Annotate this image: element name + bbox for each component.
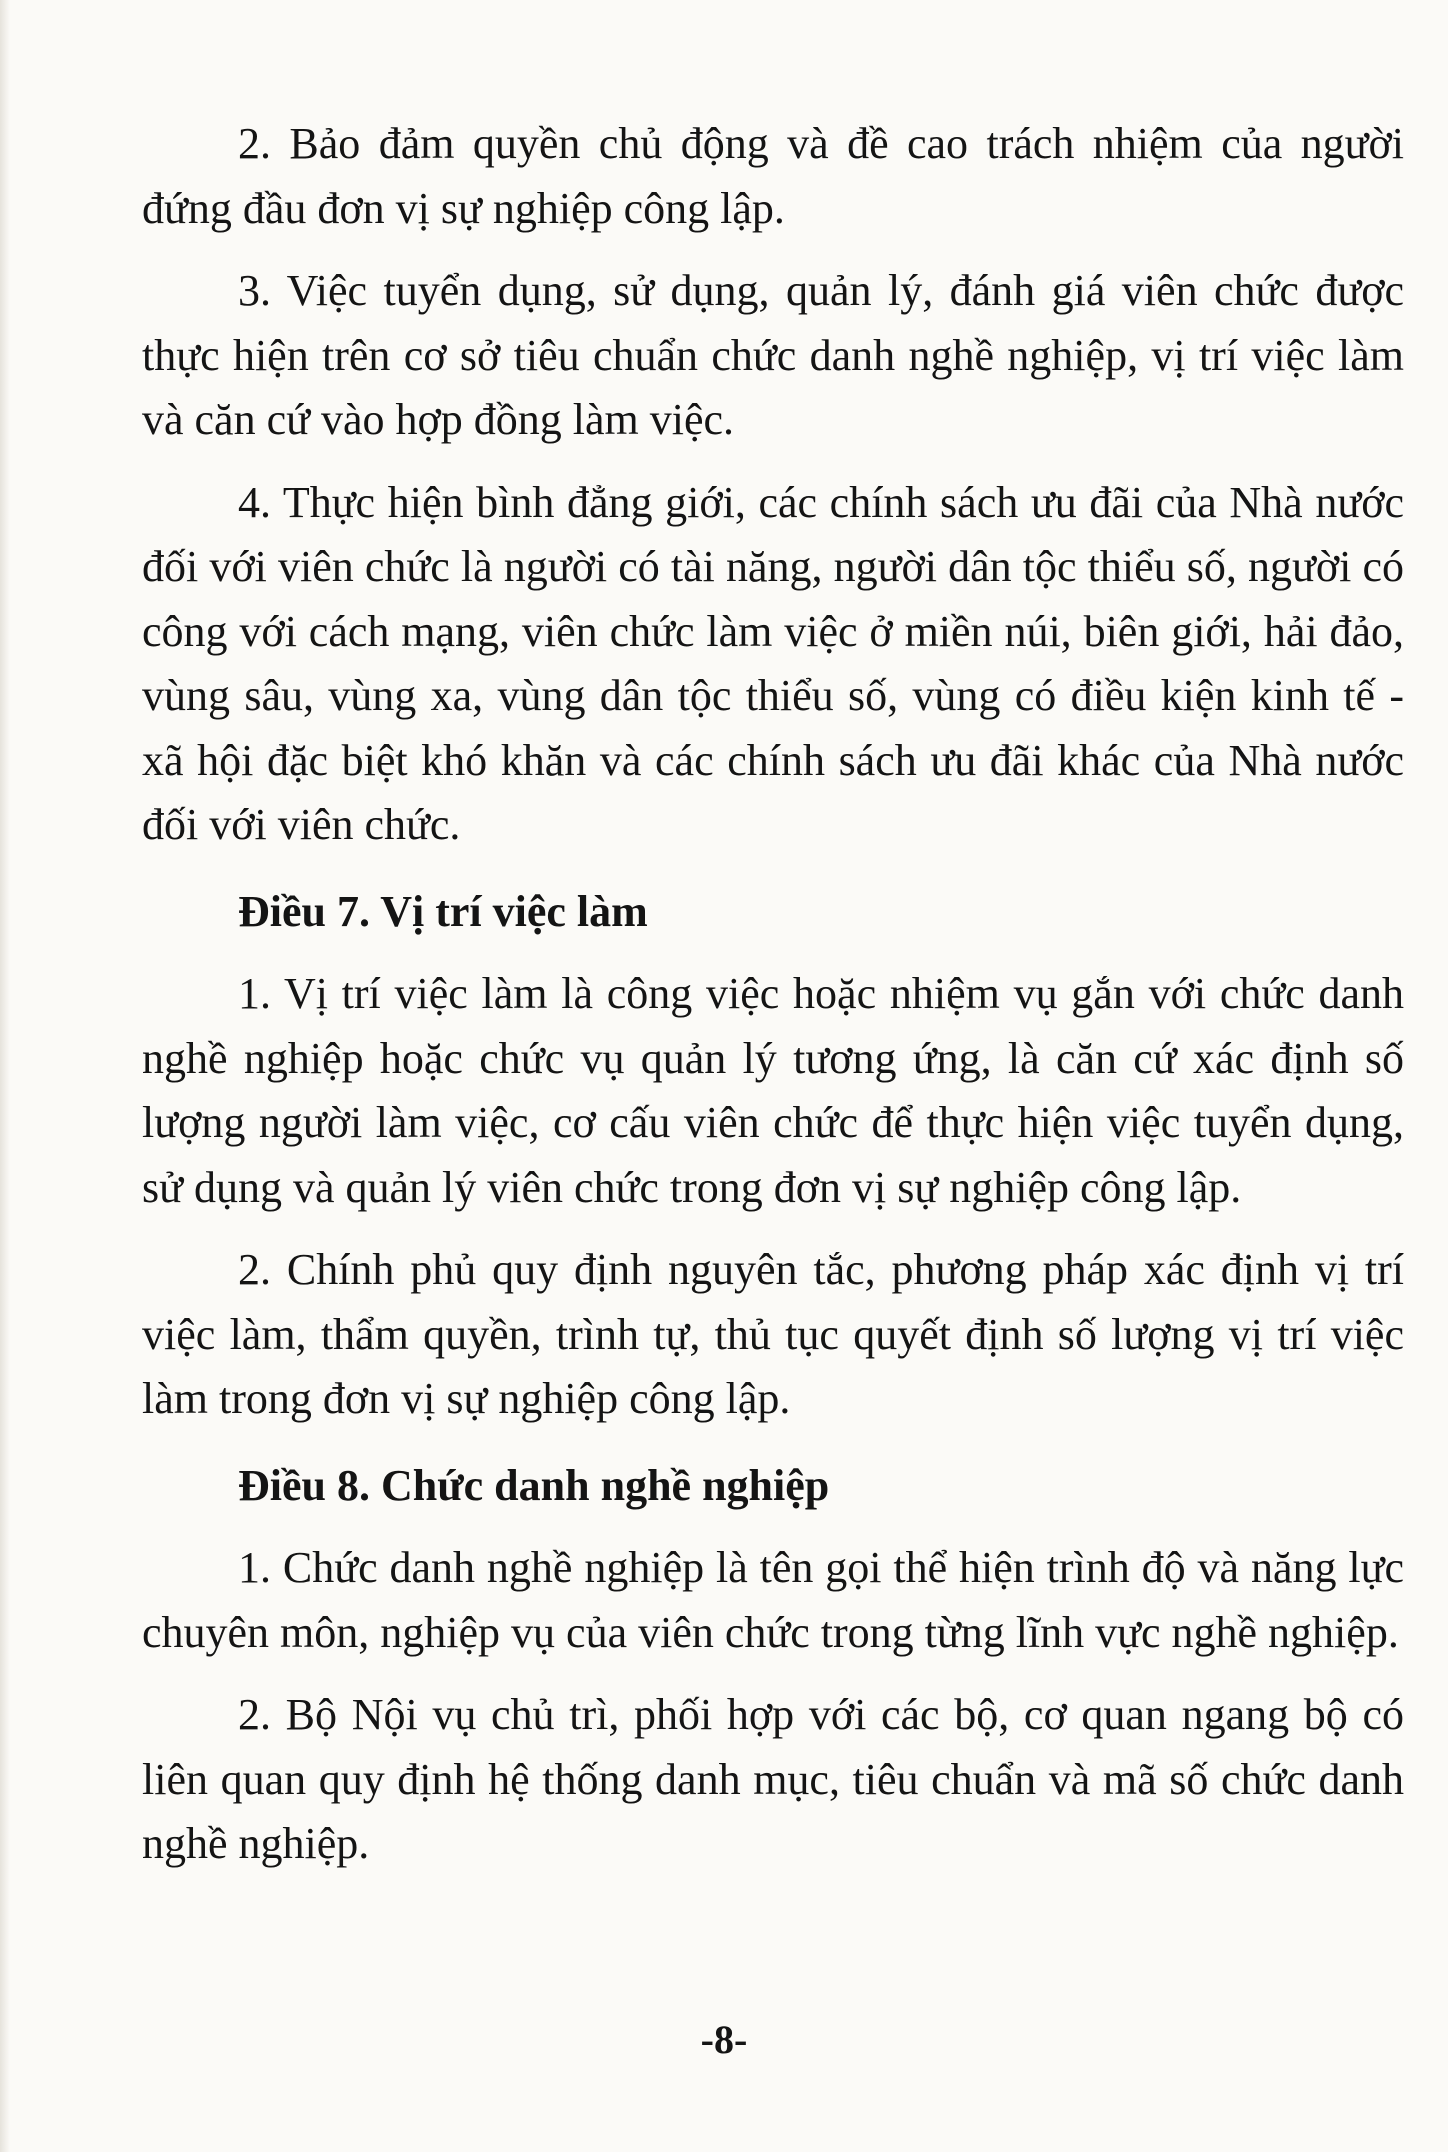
page-number: -8- <box>700 2017 748 2062</box>
document-body <box>142 112 1404 1877</box>
page-gutter-shadow <box>0 0 10 2152</box>
paragraph-2-autonomy: 2. Bảo đảm quyền chủ động và đề cao trách nhiệm của người đứng đầu đơn vị sự nghiệp công lập. <box>142 119 1404 233</box>
article-7-clause-1: 1. Vị trí việc làm là công việc hoặc nhiệm vụ gắn với chức danh nghề nghiệp hoặc chức vụ quản lý tương ứng, là căn cứ xác định số lượng người làm việc, cơ cấu viên chức để thực hiện việc tuyển dụng, sử dụng và quản lý viên chức trong đơn vị sự nghiệp công lập. <box>142 969 1404 1212</box>
heading-article-7: Điều 7. Vị trí việc làm <box>238 886 648 936</box>
article-7-clause-2: 2. Chính phủ quy định nguyên tắc, phương pháp xác định vị trí việc làm, thẩm quyền, trình tự, thủ tục quyết định số lượng vị trí việc làm trong đơn vị sự nghiệp công lập. <box>142 1245 1404 1423</box>
paragraph-4-gender-equality: 4. Thực hiện bình đẳng giới, các chính sách ưu đãi của Nhà nước đối với viên chức là người có tài năng, người dân tộc thiểu số, người có công với cách mạng, viên chức làm việc ở miền núi, biên giới, hải đảo, vùng sâu, vùng xa, vùng dân tộc thiểu số, vùng có điều kiện kinh tế - xã hội đặc biệt khó khăn và các chính sách ưu đãi khác của Nhà nước đối với viên chức. <box>142 477 1404 849</box>
heading-article-8: Điều 8. Chức danh nghề nghiệp <box>238 1460 830 1510</box>
article-8-clause-1: 1. Chức danh nghề nghiệp là tên gọi thể hiện trình độ và năng lực chuyên môn, nghiệp vụ của viên chức trong từng lĩnh vực nghề nghiệp. <box>142 1543 1404 1657</box>
article-8-clause-2: 2. Bộ Nội vụ chủ trì, phối hợp với các bộ, cơ quan ngang bộ có liên quan quy định hệ thống danh mục, tiêu chuẩn và mã số chức danh nghề nghiệp. <box>142 1690 1404 1868</box>
paragraph-3-recruitment: 3. Việc tuyển dụng, sử dụng, quản lý, đánh giá viên chức được thực hiện trên cơ sở tiêu chuẩn chức danh nghề nghiệp, vị trí việc làm và căn cứ vào hợp đồng làm việc. <box>142 266 1404 444</box>
